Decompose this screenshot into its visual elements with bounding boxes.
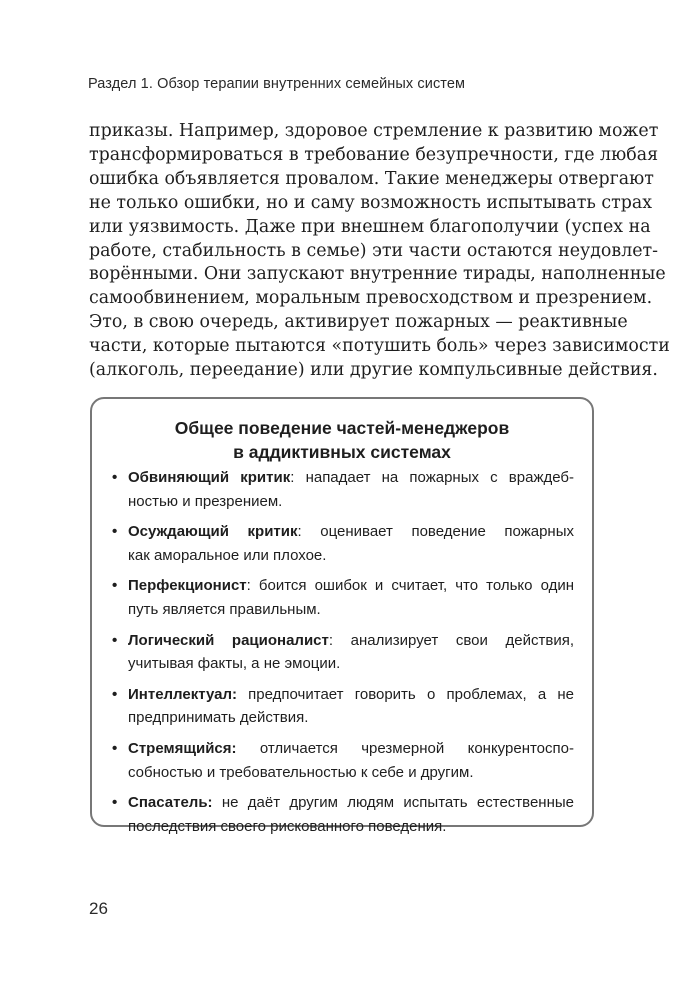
behavior-list <box>112 466 574 845</box>
item-term: Осуждающий критик <box>128 523 298 541</box>
item-term: Спасатель: <box>128 794 213 812</box>
list-item <box>112 629 574 676</box>
running-head: Раздел 1. Обзор терапии внутренних семейных систем <box>88 76 466 92</box>
item-text: предпочитает говорить о проблемах, а не <box>236 685 574 703</box>
list-item <box>112 791 574 838</box>
body-line: приказы. Например, здоровое стремление к развитию может <box>89 121 659 141</box>
box-title-line: Общее поведение частей-менеджеров <box>174 418 510 438</box>
bullet-icon: • <box>112 685 118 703</box>
item-text: последствия своего рискованного поведения. <box>128 817 447 835</box>
item-text: ностью и презрением. <box>128 492 283 510</box>
box-title-line: в аддиктивных системах <box>233 442 451 462</box>
bullet-icon: • <box>112 739 118 757</box>
list-item <box>112 520 574 567</box>
item-text: учитывая факты, а не эмоции. <box>128 655 341 673</box>
item-text: не даёт другим людям испытать естественные <box>212 794 574 812</box>
body-line: работе, стабильность в семье) эти части остаются неудовлет- <box>89 240 659 261</box>
body-line: части, которые пытаются «потушить боль» через зависимости <box>89 336 670 357</box>
page-number: 26 <box>89 899 108 918</box>
bullet-icon: • <box>112 794 118 812</box>
body-line: Это, в свою очередь, активирует пожарных — реактивные <box>89 312 628 333</box>
bullet-icon: • <box>112 469 118 486</box>
list-item <box>112 683 574 730</box>
item-text: отличается чрезмерной конкурентоспо- <box>236 739 574 757</box>
list-item <box>112 466 574 513</box>
item-sep: : <box>328 631 334 649</box>
body-line: или уязвимость. Даже при внешнем благополучии (успех на <box>89 216 651 237</box>
item-text: путь является правильным. <box>128 600 321 618</box>
item-sep: : <box>297 523 302 541</box>
list-item <box>112 574 574 621</box>
item-text: боится ошибок и считает, что только один <box>250 577 574 595</box>
body-line: ворёнными. Они запускают внутренние тирады, наполненные <box>89 264 666 285</box>
bullet-icon: • <box>112 577 118 595</box>
item-text: предпринимать действия. <box>128 709 309 727</box>
bullet-icon: • <box>112 631 118 649</box>
item-text: нападает на пожарных с враждеб- <box>294 469 574 486</box>
item-sep: : <box>290 469 295 486</box>
body-line: самообвинением, моральным превосходством и презрением. <box>89 288 653 309</box>
body-line: трансформироваться в требование безупречности, где любая <box>89 144 659 165</box>
body-line: (алкоголь, переедание) или другие компульсивные действия. <box>89 360 658 381</box>
item-term: Перфекционист <box>128 577 247 595</box>
body-line: ошибка объявляется провалом. Такие менеджеры отвергают <box>89 168 654 189</box>
item-term: Интеллектуал: <box>128 685 237 703</box>
bullet-icon: • <box>112 523 118 541</box>
item-term: Логический рационалист <box>128 631 329 649</box>
body-paragraph <box>89 120 670 383</box>
item-text: собностью и требовательностью к себе и другим. <box>128 763 474 781</box>
item-term: Стремящийся: <box>128 739 237 757</box>
item-text: как аморальное или плохое. <box>128 546 327 564</box>
item-sep: : <box>246 577 251 595</box>
item-term: Обвиняющий критик <box>128 469 291 486</box>
body-line: не только ошибки, но и саму возможность испытывать страх <box>89 192 653 213</box>
box-title <box>92 416 592 464</box>
item-text: оценивает поведение пожарных <box>301 523 575 541</box>
sidebar-box <box>90 397 594 835</box>
item-text: анализирует свои действия, <box>333 631 574 649</box>
list-item <box>112 737 574 784</box>
